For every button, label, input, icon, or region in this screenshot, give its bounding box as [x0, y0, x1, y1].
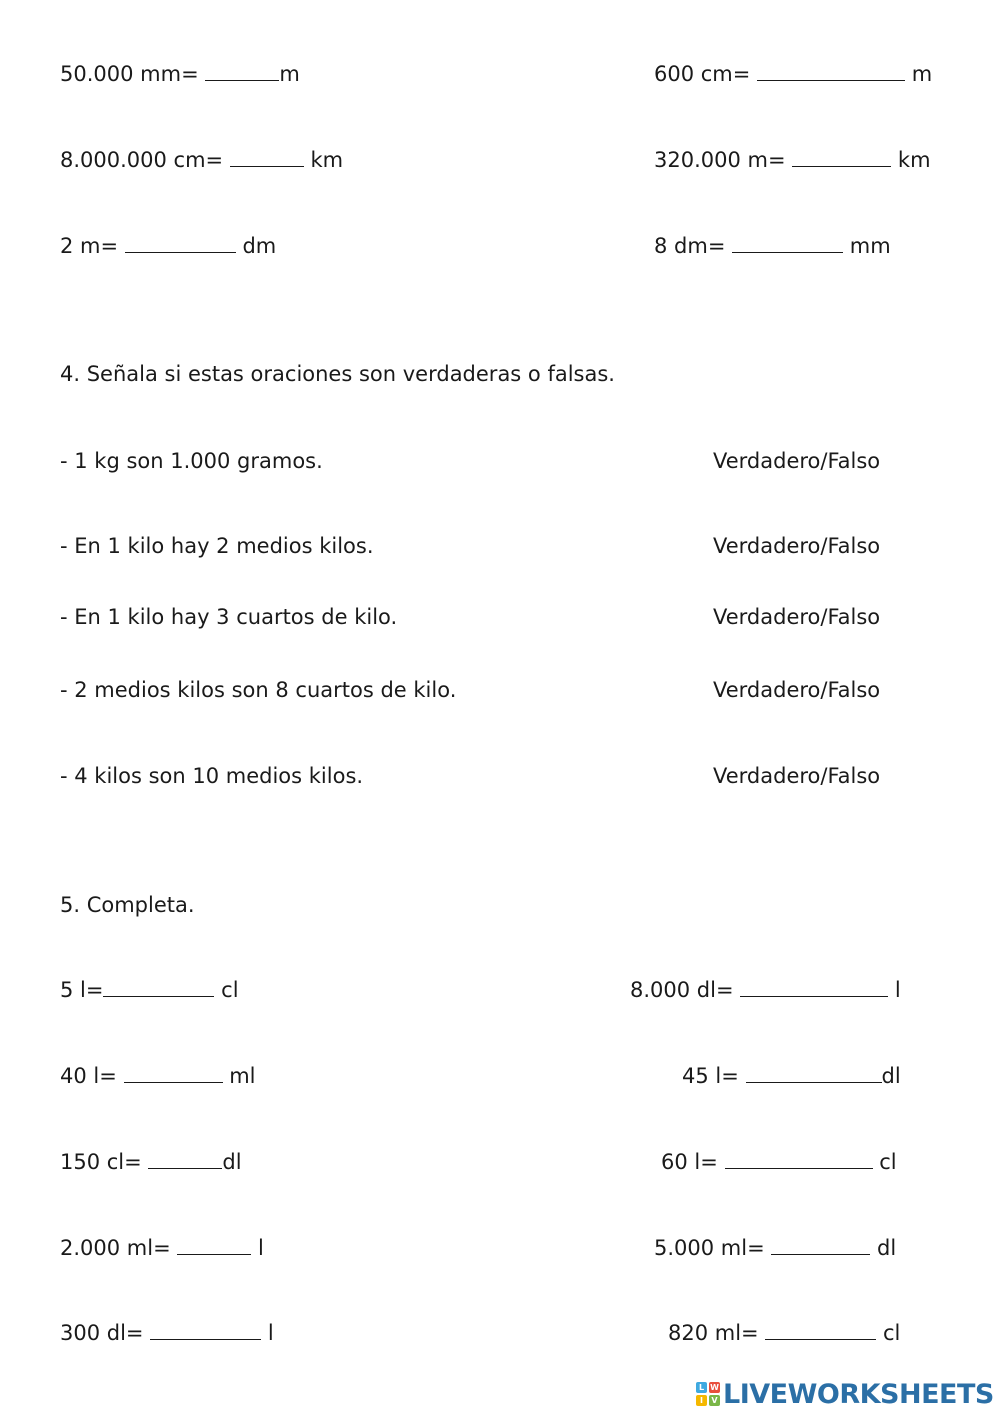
answer-blank[interactable]	[740, 978, 888, 997]
liveworksheets-logo	[696, 1374, 994, 1414]
badge-letter: I	[696, 1395, 707, 1406]
true-false-choice-1[interactable]: Verdadero/Falso	[713, 449, 881, 473]
exercise-3-row3-left	[60, 233, 276, 259]
answer-blank[interactable]	[205, 62, 279, 81]
exercise-unit: m	[905, 62, 933, 86]
answer-blank[interactable]	[771, 1236, 870, 1255]
exercise-unit: m	[279, 62, 300, 86]
exercise-text: 2.000 ml=	[60, 1236, 178, 1260]
statement-4: - 2 medios kilos son 8 cuartos de kilo.	[60, 678, 457, 702]
true-false-choice-3[interactable]: Verdadero/Falso	[713, 605, 881, 629]
exercise-text: 150 cl=	[60, 1150, 149, 1174]
exercise-3-row1-left	[60, 61, 300, 87]
answer-blank[interactable]	[150, 1321, 261, 1340]
true-false-choice-2[interactable]: Verdadero/Falso	[713, 534, 881, 558]
exercise-unit: km	[891, 148, 931, 172]
badge-letter: L	[696, 1382, 707, 1393]
exercise-5-row4-left	[60, 1235, 264, 1261]
statement-3: - En 1 kilo hay 3 cuartos de kilo.	[60, 605, 398, 629]
exercise-3-row2-right	[654, 147, 931, 173]
section-5-heading: 5. Completa.	[60, 893, 195, 917]
true-false-choice-4[interactable]: Verdadero/Falso	[713, 678, 881, 702]
exercise-5-row2-right	[682, 1063, 901, 1089]
exercise-text: 820 ml=	[668, 1321, 766, 1345]
exercise-5-row1-right	[630, 977, 901, 1003]
answer-blank[interactable]	[746, 1064, 882, 1083]
exercise-unit: l	[888, 978, 901, 1002]
exercise-text: 8.000 dl=	[630, 978, 741, 1002]
exercise-text: 300 dl=	[60, 1321, 151, 1345]
exercise-unit: l	[251, 1236, 264, 1260]
statement-5: - 4 kilos son 10 medios kilos.	[60, 764, 364, 788]
answer-blank[interactable]	[792, 148, 891, 167]
exercise-text: 2 m=	[60, 234, 125, 258]
exercise-text: 320.000 m=	[654, 148, 793, 172]
exercise-5-row5-right	[668, 1320, 900, 1346]
answer-blank[interactable]	[103, 978, 214, 997]
exercise-5-row1-left	[60, 977, 239, 1003]
exercise-3-row1-right	[654, 61, 932, 87]
exercise-unit: mm	[843, 234, 891, 258]
exercise-text: 45 l=	[682, 1064, 746, 1088]
exercise-unit: km	[303, 148, 344, 172]
logo-text: LIVEWORKSHEETS	[723, 1378, 994, 1410]
exercise-5-row3-right	[661, 1149, 897, 1175]
statement-2: - En 1 kilo hay 2 medios kilos.	[60, 534, 374, 558]
exercise-text: 60 l=	[661, 1150, 725, 1174]
answer-blank[interactable]	[148, 1150, 222, 1169]
exercise-text: 40 l=	[60, 1064, 124, 1088]
exercise-5-row5-left	[60, 1320, 274, 1346]
answer-blank[interactable]	[765, 1321, 876, 1340]
answer-blank[interactable]	[125, 234, 236, 253]
answer-blank[interactable]	[725, 1150, 873, 1169]
exercise-3-row2-left	[60, 147, 343, 173]
exercise-text: 5 l=	[60, 978, 104, 1002]
statement-1: - 1 kg son 1.000 gramos.	[60, 449, 323, 473]
exercise-unit: dl	[881, 1064, 901, 1088]
exercise-text: 50.000 mm=	[60, 62, 206, 86]
exercise-3-row3-right	[654, 233, 891, 259]
exercise-text: 8.000.000 cm=	[60, 148, 230, 172]
exercise-text: 5.000 ml=	[654, 1236, 772, 1260]
badge-letter: V	[709, 1395, 720, 1406]
exercise-5-row2-left	[60, 1063, 255, 1089]
exercise-unit: dl	[222, 1150, 242, 1174]
answer-blank[interactable]	[757, 62, 905, 81]
exercise-unit: dl	[870, 1236, 897, 1260]
exercise-unit: cl	[876, 1321, 901, 1345]
exercise-unit: cl	[872, 1150, 897, 1174]
exercise-text: 8 dm=	[654, 234, 733, 258]
section-4-heading: 4. Señala si estas oraciones son verdaderas o falsas.	[60, 362, 615, 386]
liveworksheets-badge-icon	[696, 1382, 720, 1406]
badge-letter: W	[710, 1383, 719, 1392]
exercise-5-row4-right	[654, 1235, 896, 1261]
answer-blank[interactable]	[230, 148, 304, 167]
exercise-unit: dm	[235, 234, 277, 258]
exercise-5-row3-left	[60, 1149, 242, 1175]
exercise-unit: ml	[222, 1064, 256, 1088]
answer-blank[interactable]	[177, 1236, 251, 1255]
answer-blank[interactable]	[124, 1064, 223, 1083]
exercise-unit: l	[261, 1321, 274, 1345]
exercise-text: 600 cm=	[654, 62, 758, 86]
answer-blank[interactable]	[732, 234, 843, 253]
true-false-choice-5[interactable]: Verdadero/Falso	[713, 764, 881, 788]
exercise-unit: cl	[214, 978, 239, 1002]
